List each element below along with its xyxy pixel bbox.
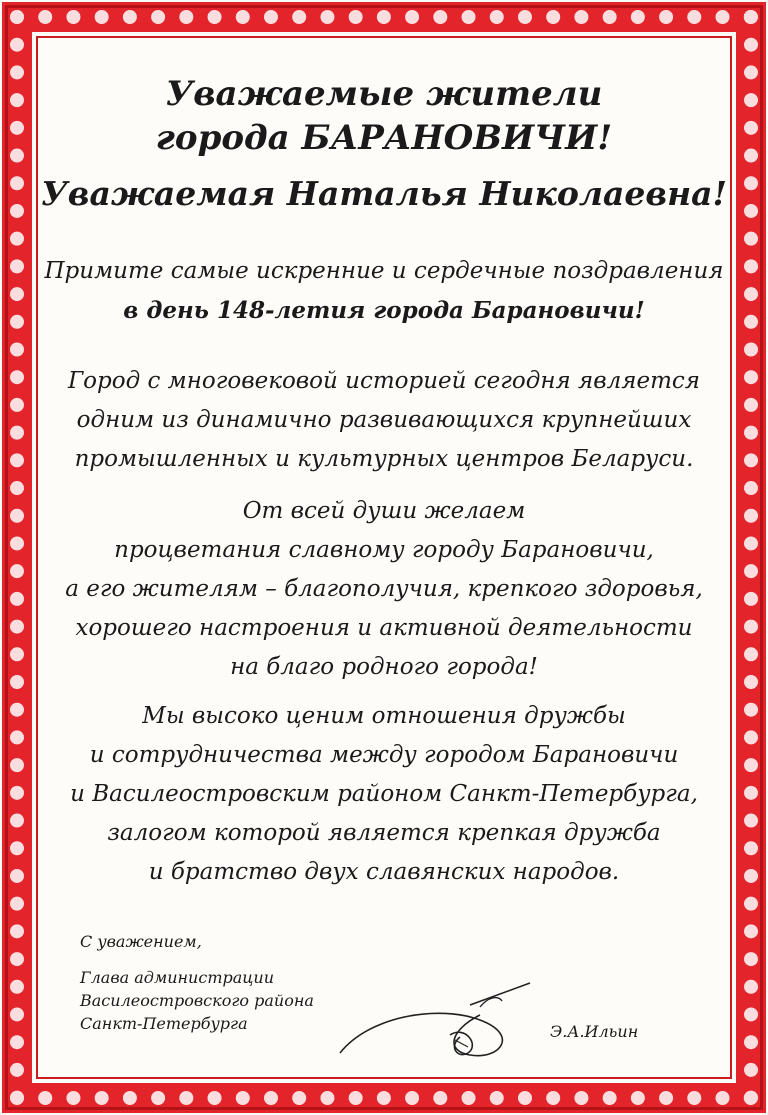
paragraph-line: хорошего настроения и активной деятельности [75, 615, 693, 641]
paragraph-friendship [40, 697, 728, 892]
greeting-line: города БАРАНОВИЧИ! [155, 118, 613, 158]
paragraph-line: От всей души желаем [242, 498, 526, 524]
paragraph-line: и сотрудничества между городом Барановичи [89, 742, 679, 768]
signer-title-line: Василеостровского района [80, 991, 314, 1010]
paragraph-line: Мы высоко ценим отношения дружбы [142, 703, 626, 729]
paragraph-history [40, 362, 728, 479]
signature-block [80, 930, 314, 1035]
paragraph-line: одним из динамично развивающихся крупнейших [76, 407, 692, 433]
paragraph-line: а его жителям – благополучия, крепкого здоровья, [65, 576, 703, 602]
paragraph-congratulations [40, 252, 728, 331]
paragraph-line: на благо родного города! [230, 654, 538, 680]
paragraph-line: процветания славному городу Барановичи, [114, 537, 654, 563]
greeting-person: Уважаемая Наталья Николаевна! [41, 174, 727, 213]
paragraph-line-emphasis: в день 148-летия города Барановичи! [123, 297, 645, 324]
greeting-line: Уважаемые жители [165, 74, 603, 114]
greeting-residents [40, 72, 728, 160]
paragraph-line: Примите самые искренние и сердечные поздравления [44, 258, 724, 284]
paragraph-line: и Василеостровским районом Санкт-Петербурга, [70, 781, 698, 807]
closing-phrase: С уважением, [80, 932, 202, 951]
signer-name: Э.А.Ильин [550, 1022, 639, 1041]
signer-title-line: Глава администрации [80, 968, 275, 987]
handwritten-signature [330, 975, 550, 1065]
paragraph-line: промышленных и культурных центров Беларуси. [74, 446, 694, 472]
paragraph-line: залогом которой является крепкая дружба [107, 820, 661, 846]
paragraph-line: Город с многовековой историей сегодня является [67, 368, 701, 394]
paragraph-line: и братство двух славянских народов. [148, 859, 620, 885]
paragraph-wishes [40, 492, 728, 687]
signer-title-line: Санкт-Петербурга [80, 1014, 248, 1033]
letter-body [40, 40, 728, 1075]
